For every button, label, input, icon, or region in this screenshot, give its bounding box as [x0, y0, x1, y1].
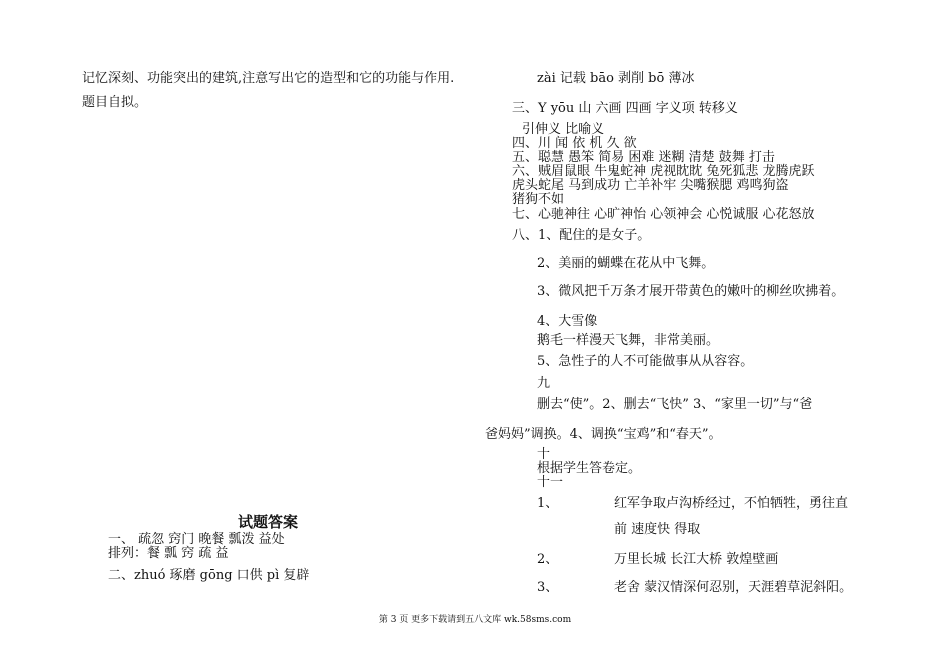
answer-q8-item-3: 3、微风把千万条才展开带黄色的嫩叶的柳丝吹拂着。 [537, 284, 845, 299]
essay-prompt-line: 记忆深刻、功能突出的建筑,注意写出它的造型和它的功能与作用. [82, 71, 455, 86]
answer-q6: 六、贼眉鼠眼 牛鬼蛇神 虎视眈眈 兔死狐悲 龙腾虎跃 [512, 164, 815, 179]
answer-q11-heading: 十一 [537, 475, 564, 490]
answer-q3: 三、Y yōu 山 六画 四画 字义项 转移义 [512, 101, 738, 116]
answer-q11-item-2-text: 万里长城 长江大桥 敦煌壁画 [614, 552, 779, 567]
answer-q6-line2: 虎头蛇尾 马到成功 亡羊补牢 尖嘴猴腮 鸡鸣狗盗 [512, 178, 789, 193]
answer-q11-item-1-text: 红军争取卢沟桥经过，不怕牺牲，勇往直 [614, 496, 849, 511]
answer-q5: 五、聪慧 愚笨 简易 困难 迷糊 清楚 鼓舞 打击 [512, 150, 775, 165]
answer-q9-line: 删去“使”。2、删去“飞快” 3、“家里一切”与“爸 [537, 397, 813, 412]
answer-q11-item-3-text: 老舍 蒙汉情深何忍别，天涯碧草泥斜阳。 [614, 580, 853, 595]
essay-prompt-line-2: 题目自拟。 [82, 95, 148, 110]
answer-q8-item-4-cont: 鹅毛一样漫天飞舞，非常美丽。 [537, 333, 720, 348]
answer-q1-words: 一、 疏忽 窍门 晚餐 瓢泼 益处 [108, 532, 285, 547]
answer-q11-item-3-num: 3、 [537, 580, 559, 595]
answer-q11-item-2-num: 2、 [537, 552, 559, 567]
answer-q10-heading: 十 [537, 447, 551, 462]
answer-q9-line-2: 爸妈妈”调换。4、调换“宝鸡”和“春天”。 [485, 427, 722, 442]
answer-q7: 七、心驰神往 心旷神怡 心领神会 心悦诚服 心花怒放 [512, 207, 815, 222]
answer-q2: 二、zhuó 琢磨 gōng 口供 pì 复辟 [108, 568, 310, 583]
answer-q8-item-4: 4、大雪像 [537, 314, 598, 329]
page-footer: 第 3 页 更多下载请到五八文库 wk.58sms.com [378, 615, 572, 625]
answer-q4: 四、川 闻 依 机 久 欲 [512, 136, 637, 151]
answer-q8-item-1: 八、1、配住的是女子。 [512, 228, 651, 243]
answer-q3-cont: 引伸义 比喻义 [522, 122, 605, 137]
answer-section-title: 试题答案 [238, 513, 299, 531]
answer-q11-item-1-cont: 前 速度快 得取 [614, 522, 701, 537]
answer-q10-line: 根据学生答卷定。 [537, 461, 642, 476]
answer-pinyin-line: zài 记载 bāo 剥削 bō 薄冰 [537, 71, 695, 86]
answer-q8-item-2: 2、美丽的蝴蝶在花从中飞舞。 [537, 256, 715, 271]
answer-q11-item-1-num: 1、 [537, 496, 559, 511]
answer-q8-item-5: 5、急性子的人不可能做事从从容容。 [537, 354, 754, 369]
answer-q1-order: 排列：餐 瓢 窍 疏 益 [108, 546, 229, 561]
answer-q6-line3: 猪狗不如 [512, 192, 565, 207]
answer-q9-heading: 九 [537, 376, 551, 391]
